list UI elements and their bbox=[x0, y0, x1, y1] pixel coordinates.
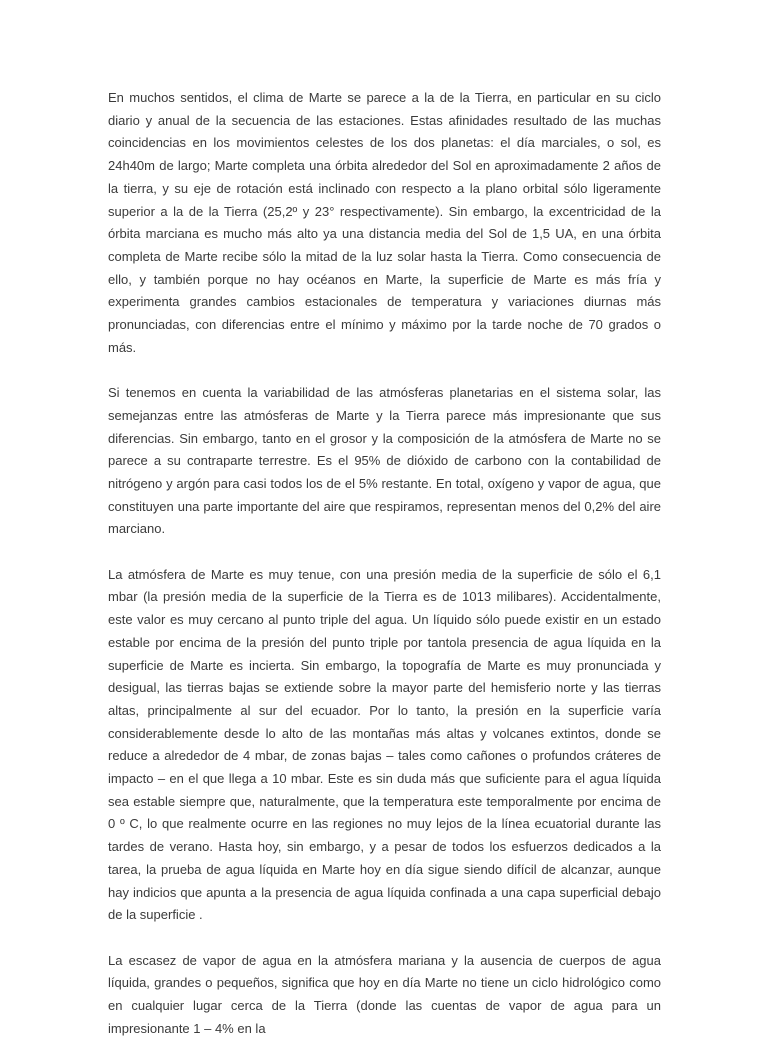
paragraph-water-vapor: La escasez de vapor de agua en la atmósfera mariana y la ausencia de cuerpos de agua líquida, grandes o pequeños, significa que hoy en día Marte no tiene un ciclo hidrológico como en cualquier lugar cerca de la Tierra (donde las cuentas de vapor de agua para un impresionante 1 – 4% en la bbox=[108, 952, 661, 1036]
paragraph-surface-pressure: La atmósfera de Marte es muy tenue, con una presión media de la superficie de sólo el 6,1 mbar (la presión media de la superficie de la Tierra es de 1013 milibares). Accidentalmente, este valor es muy cercano al punto triple del agua. Un líquido sólo puede existir en un estado estable por encima de la presión del punto triple por tantola presencia de agua líquida en la superficie de Marte es incierta. Sin embargo, la topografía de Marte es muy pronunciada y desigual, las tierras bajas se extiende sobre la mayor parte del hemisferio norte y las tierras altas, principalmente al sur del ecuador. Por lo tanto, la presión en la superficie varía considerablemente desde lo alto de las montañas más altas y volcanes extintos, donde se reduce a alrededor de 4 mbar, de zonas bajas – tales como cañones o profundos cráteres de impacto – en el que llega a 10 mbar. Este es sin duda más que suficiente para el agua líquida sea estable siempre que, naturalmente, que la temperatura este temporalmente por encima de 0 º C, lo que realmente ocurre en las regiones no muy lejos de la línea ecuatorial durante las tardes de verano. Hasta hoy, sin embargo, y a pesar de todos los esfuerzos dedicados a la tarea, la prueba de agua líquida en Marte hoy en día sigue siendo difícil de alcanzar, aunque hay indicios que apunta a la presencia de agua líquida confinada a una capa superficial debajo de la superficie . bbox=[108, 566, 661, 923]
paragraph-atmosphere-composition: Si tenemos en cuenta la variabilidad de las atmósferas planetarias en el sistema solar, las semejanzas entre las atmósferas de Marte y la Tierra parece más impresionante que sus diferencias. Sin embargo, tanto en el grosor y la composición de la atmósfera de Marte no se parece a su contraparte terrestre. Es el 95% de dióxido de carbono con la contabilidad de nitrógeno y argón para casi todos los de el 5% restante. En total, oxígeno y vapor de agua, que constituyen una parte importante del aire que respiramos, representan menos del 0,2% del aire marciano. bbox=[108, 385, 661, 537]
document-page bbox=[108, 87, 661, 1040]
paragraph-climate-comparison: En muchos sentidos, el clima de Marte se parece a la de la Tierra, en particular en su ciclo diario y anual de la secuencia de las estaciones. Estas afinidades resultado de las muchas coincidencias en los movimientos celestes de los dos planetas: el día marciales, o sol, es 24h40m de largo; Marte completa una órbita alrededor del Sol en aproximadamente 2 años de la tierra, y su eje de rotación está inclinado con respecto a la plano orbital sólo ligeramente superior a la de la Tierra (25,2º y 23° respectivamente). Sin embargo, la excentricidad de la órbita marciana es mucho más alto ya una distancia media del Sol de 1,5 UA, en una órbita completa de Marte recibe sólo la mitad de la luz solar hasta la Tierra. Como consecuencia de ello, y también porque no hay océanos en Marte, la superficie de Marte es más fría y experimenta grandes cambios estacionales de temperatura y variaciones diurnas más pronunciadas, con diferencias entre el mínimo y máximo por la tarde noche de 70 grados o más. bbox=[108, 90, 661, 355]
